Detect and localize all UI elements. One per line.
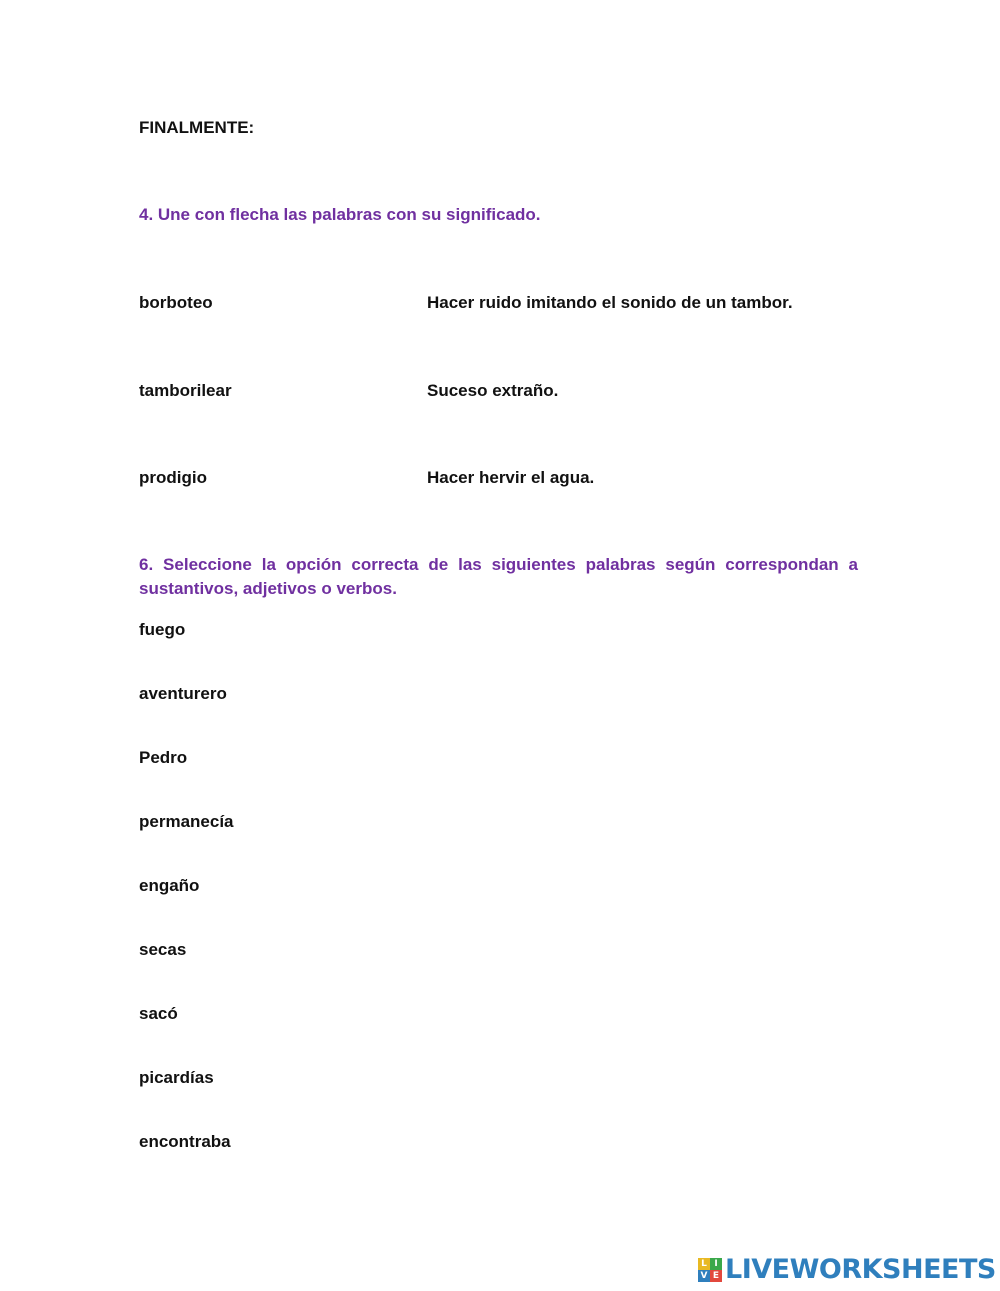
question-6-prompt: 6. Seleccione la opción correcta de las siguientes palabras según correspondan a sustantivos, adjetivos o verbos. — [139, 555, 858, 598]
question-4-prompt: 4. Une con flecha las palabras con su significado. — [139, 205, 541, 224]
classify-word-2: aventurero — [139, 684, 227, 703]
classify-word-9: encontraba — [139, 1132, 231, 1151]
classify-word-5: engaño — [139, 876, 200, 895]
match-word-2[interactable]: tamborilear — [139, 381, 232, 400]
classify-word-7: sacó — [139, 1004, 178, 1023]
live-tiles-icon — [698, 1258, 722, 1282]
match-meaning-3[interactable]: Hacer hervir el agua. — [427, 468, 595, 487]
match-word-1[interactable]: borboteo — [139, 293, 213, 312]
logo-tile-v: V — [698, 1270, 710, 1282]
match-meaning-2[interactable]: Suceso extraño. — [427, 381, 559, 400]
logo-tile-i: I — [710, 1258, 722, 1270]
match-word-3[interactable]: prodigio — [139, 468, 207, 487]
section-heading: FINALMENTE: — [139, 118, 255, 137]
classify-word-3: Pedro — [139, 748, 188, 767]
logo-tile-l: L — [698, 1258, 710, 1270]
classify-word-1: fuego — [139, 620, 186, 639]
classify-word-4: permanecía — [139, 812, 234, 831]
logo-wordmark: LIVEWORKSHEETS — [725, 1254, 996, 1285]
classify-word-6: secas — [139, 940, 187, 959]
classify-word-8: picardías — [139, 1068, 214, 1087]
match-meaning-1[interactable]: Hacer ruido imitando el sonido de un tambor. — [427, 293, 793, 312]
logo-tile-e: E — [710, 1270, 722, 1282]
liveworksheets-logo — [698, 1255, 996, 1285]
